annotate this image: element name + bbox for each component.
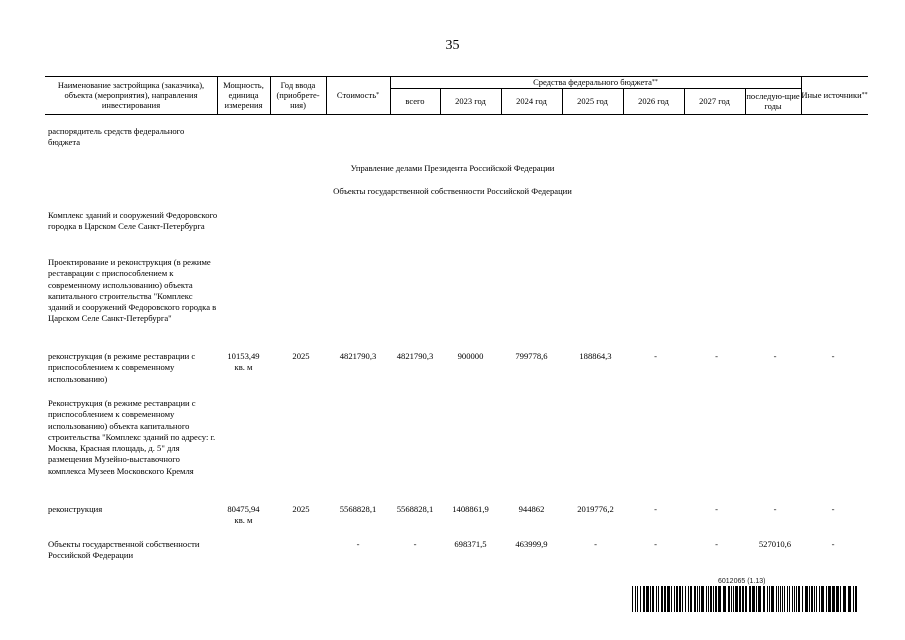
- row2-capacity-unit: кв. м: [234, 515, 253, 526]
- header-2026: 2026 год: [638, 96, 669, 106]
- distributor-label: распорядитель средств федерального бюджета: [48, 126, 185, 148]
- department-title: Управление делами Президента Российской Федерации: [350, 163, 555, 173]
- row3-2027: -: [715, 539, 718, 549]
- header-2023: 2023 год: [455, 96, 486, 106]
- header-other-label: Иные источники: [801, 90, 862, 100]
- row3-2025: -: [594, 539, 597, 549]
- row2-name: реконструкция: [48, 504, 103, 514]
- row1-year: 2025: [292, 351, 310, 361]
- row2-capacity: [217, 504, 270, 527]
- row1-2023: 900000: [457, 351, 484, 361]
- barcode-icon: [632, 586, 858, 612]
- header-2025: 2025 год: [577, 96, 608, 106]
- header-2027: 2027 год: [699, 96, 730, 106]
- header-capacity: Мощность, единица измерения: [223, 80, 264, 110]
- row2-subsequent: -: [773, 504, 777, 514]
- row2-2024: 944862: [518, 504, 545, 514]
- row1-capacity-unit: кв. м: [234, 362, 253, 373]
- row3-subsequent: 527010,6: [758, 539, 792, 549]
- complex-title: Комплекс зданий и сооружений Федоровского городка в Царском Селе Санкт-Петербурга: [48, 210, 218, 232]
- row2-2026: -: [654, 504, 657, 514]
- header-cost: [326, 76, 390, 114]
- row2-capacity-value: 80475,94: [227, 504, 260, 514]
- row1-2025: 188864,3: [579, 351, 612, 361]
- page-number: 35: [445, 38, 460, 53]
- row2-2023: 1408861,9: [452, 504, 489, 514]
- header-total: всего: [405, 96, 425, 106]
- row2-other: -: [831, 504, 835, 514]
- row3-other: -: [831, 539, 835, 549]
- row3-2026: -: [654, 539, 657, 549]
- row2-2027: -: [715, 504, 718, 514]
- header-name: Наименование застройщика (заказчика), объекта (мероприятия), направления инвестирования: [57, 80, 205, 110]
- header-cost-mark: *: [376, 92, 380, 98]
- category-title: Объекты государственной собственности Российской Федерации: [333, 186, 572, 196]
- header-other: [801, 76, 868, 114]
- row1-2027: -: [715, 351, 718, 361]
- header-year: Год ввода (приобрете-ния): [276, 80, 320, 110]
- header-bottom-rule: [45, 114, 868, 115]
- moscow-title: Реконструкция (в режиме реставрации с приспособлением к современному использованию) объекта капитального строительства "Комплекс зданий по адресу: г. Москва, Красная площадь, д. 5" для размещения Музейно-выставочного комплекса Музеев Московского Кремля: [48, 398, 216, 476]
- barcode-label: 6012065 (1.13): [718, 578, 766, 585]
- row1-subsequent: -: [773, 351, 777, 361]
- row2-year: 2025: [292, 504, 310, 514]
- row1-total: 4821790,3: [396, 351, 434, 361]
- row1-2026: -: [654, 351, 657, 361]
- row1-2024: 799778,6: [515, 351, 548, 361]
- row1-other: -: [831, 351, 835, 361]
- header-subsequent: последую-щие годы: [746, 91, 800, 111]
- row3-2024: 463999,9: [515, 539, 548, 549]
- header-federal: [390, 76, 801, 88]
- row2-2025: 2019776,2: [577, 504, 614, 514]
- header-other-mark: **: [861, 92, 868, 98]
- row3-cost: -: [356, 539, 360, 549]
- row3-2023: 698371,5: [454, 539, 487, 549]
- row1-name: реконструкция (в режиме реставрации с приспособлением к современному использованию): [48, 351, 196, 384]
- design-title: Проектирование и реконструкция (в режиме реставрации с приспособлением к современному использованию) объекта капитального строительства "Комплекс зданий и сооружений Федоровского городка в Царском Селе Санкт-Петербурга": [48, 257, 217, 324]
- header-federal-label: Средства федерального бюджета: [533, 77, 652, 87]
- header-cost-label: Стоимость: [336, 90, 377, 100]
- row2-total: 5568828,1: [396, 504, 434, 514]
- row2-cost: 5568828,1: [339, 504, 377, 514]
- row3-total: -: [413, 539, 417, 549]
- row1-cost: 4821790,3: [339, 351, 377, 361]
- header-2024: 2024 год: [516, 96, 547, 106]
- row3-name: Объекты государственной собственности Российской Федерации: [48, 539, 200, 561]
- row1-capacity: [217, 351, 270, 374]
- header-federal-mark: **: [651, 79, 658, 85]
- row1-capacity-value: 10153,49: [227, 351, 260, 361]
- table-header: [45, 76, 868, 114]
